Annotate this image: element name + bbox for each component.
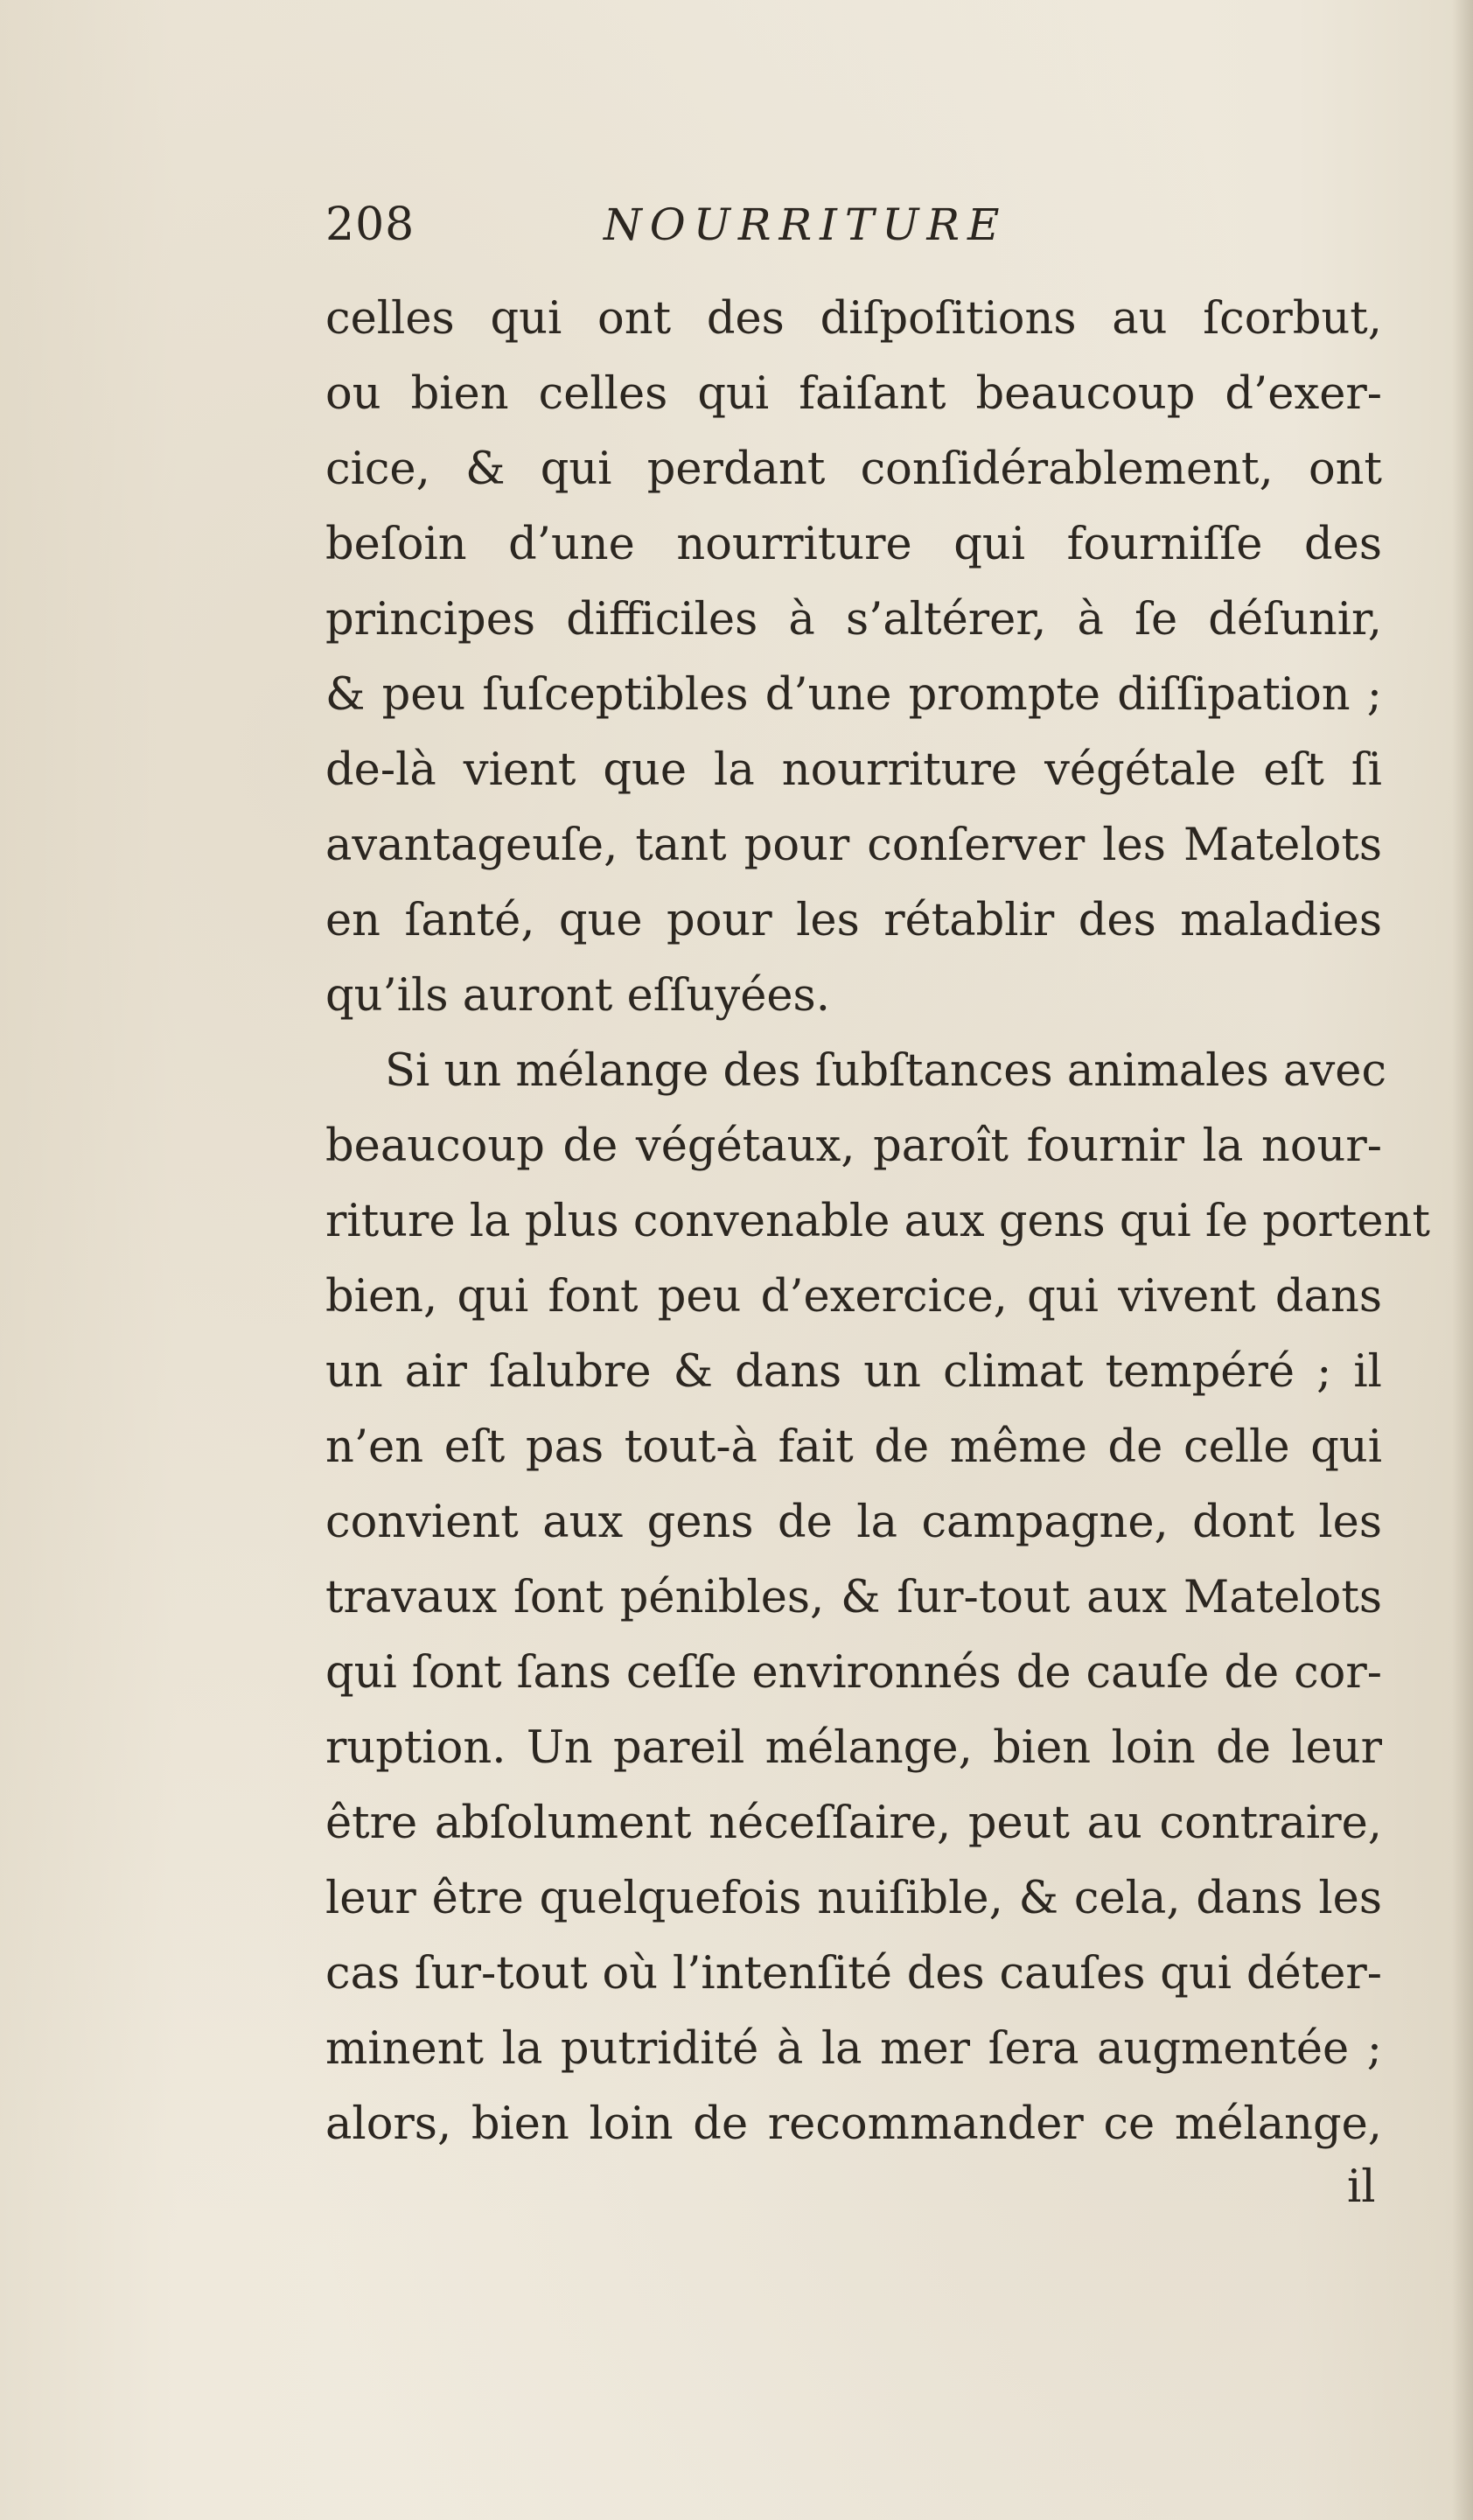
text-line: être abſolument néceſſaire, peut au contraire, [325,1798,1382,1849]
text-line: un air ſalubre & dans un climat tempéré ; il [325,1346,1382,1398]
text-line: ruption. Un pareil mélange, bien loin de leur [325,1722,1382,1774]
text-line: celles qui ont des diſpoſitions au ſcorbut, [325,293,1382,345]
text-line: travaux ſont pénibles, & ſur-tout aux Matelots [325,1572,1382,1623]
catchword: il [1347,2161,1376,2213]
text-line: beſoin d’une nourriture qui fourniſſe des [325,519,1382,570]
text-line: qui ſont ſans ceſſe environnés de cauſe de cor- [325,1647,1382,1699]
text-line: alors, bien loin de recommander ce mélange, [325,2098,1382,2150]
text-line: convient aux gens de la campagne, dont les [325,1497,1382,1548]
text-line: ou bien celles qui faiſant beaucoup d’exer- [325,368,1382,420]
page-header [325,194,1113,255]
text-line: & peu ſuſceptibles d’une prompte diſſipation ; [325,669,1382,721]
text-line: cas ſur-tout où l’intenſité des cauſes qui déter- [325,1948,1382,2000]
text-line: minent la putridité à la mer ſera augmentée ; [325,2023,1382,2075]
text-line: riture la plus convenable aux gens qui ſe portent [325,1196,1430,1247]
text-line: beaucoup de végétaux, paroît fournir la nour- [325,1120,1382,1172]
text-line: de-là vient que la nourriture végétale eſt ſi [325,744,1382,796]
text-line: avantageuſe, tant pour conſerver les Matelots [325,820,1382,871]
body-text [325,282,1430,2162]
running-head: NOURRITURE [604,199,1008,250]
text-line: principes difficiles à s’altérer, à ſe déſunir, [325,594,1382,646]
text-line: n’en eſt pas tout-à fait de même de celle qui [325,1421,1382,1473]
text-line: Si un mélange des ſubſtances animales avec [385,1045,1387,1097]
text-line: en ſanté, que pour les rétablir des maladies [325,895,1382,946]
text-line: qu’ils auront eſſuyées. [325,970,830,1022]
page-number: 208 [325,199,415,251]
page-edge-shadow [1452,0,1473,2520]
text-line: leur être quelquefois nuiſible, & cela, dans les [325,1873,1382,1924]
text-line: cice, & qui perdant conſidérablement, ont [325,443,1382,495]
text-line: bien, qui font peu d’exercice, qui vivent dans [325,1271,1382,1323]
